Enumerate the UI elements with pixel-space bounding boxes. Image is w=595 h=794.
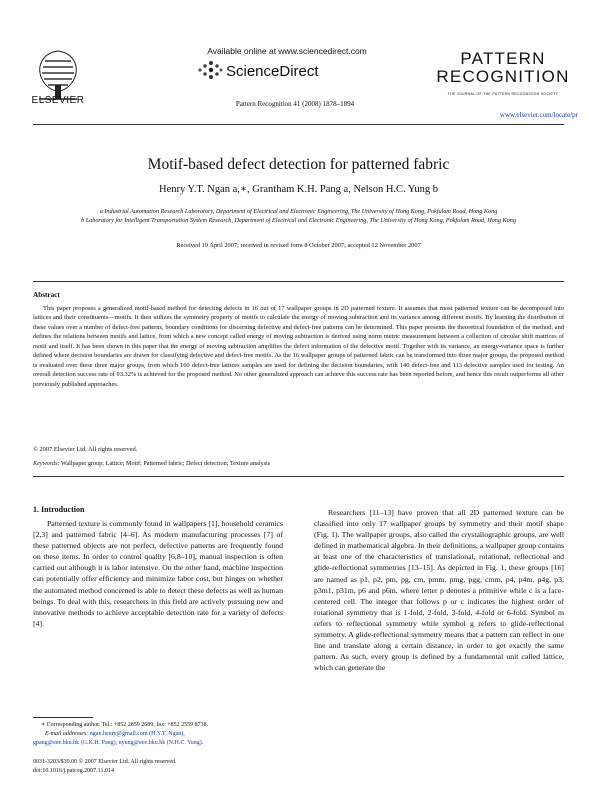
publisher-name: ELSEVIER <box>31 95 85 106</box>
abstract-top-divider <box>33 281 564 282</box>
doi-line: doi:10.1016/j.patcog.2007.11.014 <box>33 768 114 774</box>
corresponding-author-note: ∗ Corresponding author. Tel.: +852 2859 2689; fax: +852 2559 8738. <box>41 722 209 728</box>
journal-url-link[interactable]: www.elsevier.com/locate/pr <box>499 111 578 119</box>
available-online-text[interactable]: Available online at www.sciencedirect.com <box>207 46 367 56</box>
body-column-left <box>33 518 283 629</box>
email-addresses-line <box>45 730 295 739</box>
author-list: Henry Y.T. Ngan a,∗, Grantham K.H. Pang a, Nelson H.C. Yung b <box>159 184 438 195</box>
journal-subtitle: THE JOURNAL OF THE PATTERN RECOGNITION SOCIETY <box>447 92 559 96</box>
sciencedirect-dots-icon <box>196 60 224 80</box>
paragraph: Patterned texture is commonly found in wallpapers [1], household ceramics [2,3] and patterned fabric [4–6]. As modern manufacturing processes [7] of these patterned objects are not perfect, defective patterns are frequently found on these items. In order to control quality [6,8–10], manual inspection is often carried out although it is labor intensive. On the other hand, machine inspection can potentially offer efficiency and minimize labor cost, but hinges on whether the automated method concerned is able to detect these defects as well as human beings. To deal with this, researchers in this field are actively pursuing new and innovative methods to achieve acceptable detection rate for a variety of defects [4]. <box>33 519 283 628</box>
affiliation-b: b Laboratory for Intelligent Transportation System Research, Department of Electrical and Electronic Engineering, The University of Hong Kong, Pokfulam Road, Hong Kong <box>81 217 516 224</box>
journal-logo <box>428 50 578 86</box>
article-title: Motif-based defect detection for patterned fabric <box>147 156 450 173</box>
sciencedirect-logo-text: ScienceDirect <box>226 63 319 80</box>
keywords-label: Keywords: <box>33 460 60 467</box>
email-links-line[interactable]: gpang@eee.hku.hk (G.K.H. Pang), nyung@eee.hku.hk (N.H.C. Yung). <box>33 740 204 746</box>
keywords-list: Wallpaper group; Lattice; Motif; Patterned fabric; Defect detection; Texture analysis <box>61 460 271 467</box>
keywords-line <box>33 460 564 467</box>
body-column-right <box>314 507 564 673</box>
footnote-divider <box>33 717 93 718</box>
journal-citation: Pattern Recognition 41 (2008) 1878–1894 <box>235 100 355 108</box>
email-link[interactable]: ngan.henry@gmail.com (H.Y.T. Ngan), <box>89 731 185 737</box>
journal-name-line2: RECOGNITION <box>436 67 570 86</box>
affiliation-a: a Industrial Automation Research Laboratory, Department of Electrical and Electronic Engineering, The University of Hong Kong, Pokfulam Road, Hong Kong <box>99 208 498 215</box>
paragraph: Researchers [11–13] have proven that all 2D patterned texture can be classified into only 17 wallpaper groups by symmetry and their motif shape (Fig. 1). The wallpaper groups, also called the crystallographic groups, are well defined in mathematical algebra. In their definitions, a wallpaper group contains at least one of the characteristics of translational, rotational, reflectional and glide-reflectional symmetries [13–15]. As depicted in Fig. 1, these groups [16] are named as p1, p2, pm, pg, cm, pmm, pmg, pgg, cmm, p4, p4m, p4g, p3, p3m1, p31m, p6 and p6m, where letter p denotes a primitive while c is a face-centered cell. The integer that follows p or c indicates the highest order of rotational symmetry that is 1-fold, 2-fold, 3-fold, 4-fold or 6-fold. Symbol m refers to reflectional symmetry while symbol g refers to glide-reflectional symmetry. A glide-reflectional symmetry means that a pattern can reflect in one line and translate along a certain distance, in order to get exactly the same pattern. As such, every group is defined by a fundamental unit called lattice, which can generate the <box>314 508 564 673</box>
section-heading-introduction: 1. Introduction <box>33 505 85 514</box>
abstract-body: This paper proposes a generalized motif-based method for detecting defects in 16 out of 17 wallpaper groups in 2D patterned texture. It assumes that most patterned texture can be decomposed into lattices and their constituents—motifs. It then utilizes the symmetry property of motifs to calculate the energy of moving subtraction and its variance among different motifs. By learning the distribution of these values over a number of defect-free patterns, boundary conditions for discerning defective and defect-free patterns can be determined. This paper presents the theoretical foundation of the method, and defines the relations between motifs and lattice, from which a new concept called energy of moving subtraction is derived using norm metric measurement between a collection of circular shift matrices of motif and itself. It has been shown in this paper that the energy of moving subtraction amplifies the defect information of the defective motif. Together with its variance, an energy-variance space is further defined where decision boundaries are drawn for classifying defective and defect-free motifs. As the 16 wallpaper groups of patterned fabric can be transformed into three major groups, the proposed method is evaluated over these three major groups, from which 160 defect-free lattices samples are used for defining the decision boundaries, with 140 defect-free and 113 defective samples used for testing. An overall detection success rate of 93.32% is achieved for the proposed method. No other generalized approach can achieve this success rate has been reported before, and hence this result outperforms all other previously published approaches. <box>33 305 564 388</box>
header-divider <box>33 124 564 125</box>
abstract-heading: Abstract <box>33 291 60 299</box>
email-label: E-mail addresses: <box>45 731 89 737</box>
abstract-copyright: © 2007 Elsevier Ltd. All rights reserved. <box>33 446 138 453</box>
received-dates: Received 19 April 2007; received in revised form 8 October 2007; accepted 12 November 2007 <box>176 242 421 249</box>
abstract-bottom-divider <box>33 476 564 477</box>
issn-copyright: 0031-3203/$30.00 © 2007 Elsevier Ltd. All rights reserved. <box>33 759 177 765</box>
journal-name-line1: PATTERN <box>460 49 546 68</box>
